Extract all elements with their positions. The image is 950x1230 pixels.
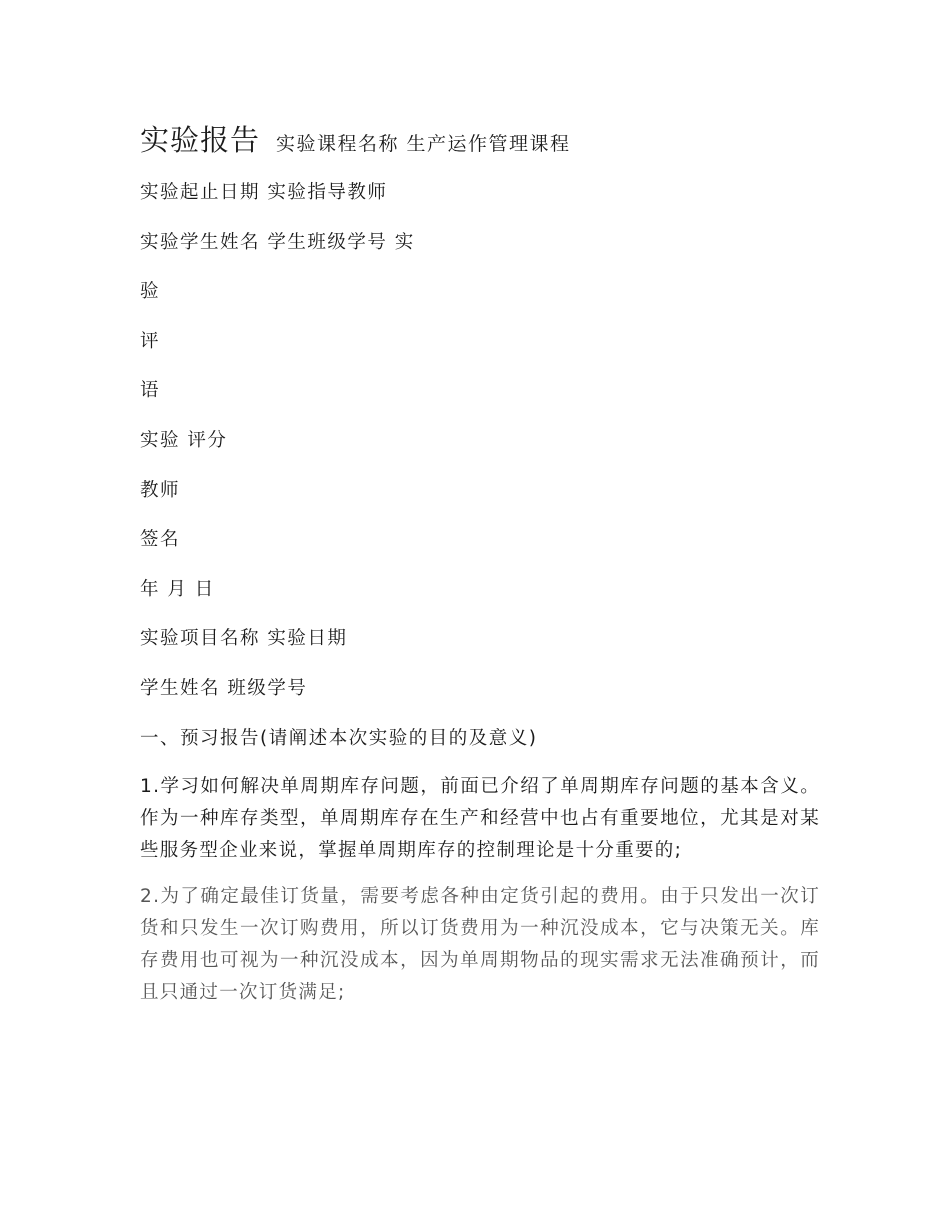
signature-label: 签名 [140,529,181,551]
score-line: 实验 评分 [140,429,228,451]
report-title: 实验报告 [140,123,261,157]
comment-char-1: 验 [140,281,161,303]
document-page [140,118,820,1009]
date-teacher-line: 实验起止日期 实验指导教师 [140,182,388,203]
student-info-line: 实验学生姓名 学生班级学号 实 [140,231,415,253]
course-name-label: 实验课程名称 生产运作管理课程 [276,133,571,155]
paragraph-2: 2.为了确定最佳订货量，需要考虑各种由定货引起的费用。由于只发出一次订货和只发生一次订购费用，所以订货费用为一种沉没成本，它与决策无关。库存费用也可视为一种沉没成本，因为单周期物品的现实需求无法准确预计，而且只通过一次订货满足; [140,886,820,1004]
date-line: 年 月 日 [140,578,215,600]
section-heading: 一、预习报告(请阐述本次实验的目的及意义) [140,727,538,749]
comment-char-2: 评 [140,330,161,352]
student-class-line: 学生姓名 班级学号 [140,677,308,699]
project-name-line: 实验项目名称 实验日期 [140,628,348,650]
comment-char-3: 语 [140,380,161,402]
report-title-line [140,118,820,168]
teacher-label: 教师 [140,479,181,501]
paragraph-1: 1.学习如何解决单周期库存问题，前面已介绍了单周期库存问题的基本含义。作为一种库存类型，单周期库存在生产和经营中也占有重要地位，尤其是对某些服务型企业来说，掌握单周期库存的控制理论是十分重要的; [140,776,820,862]
